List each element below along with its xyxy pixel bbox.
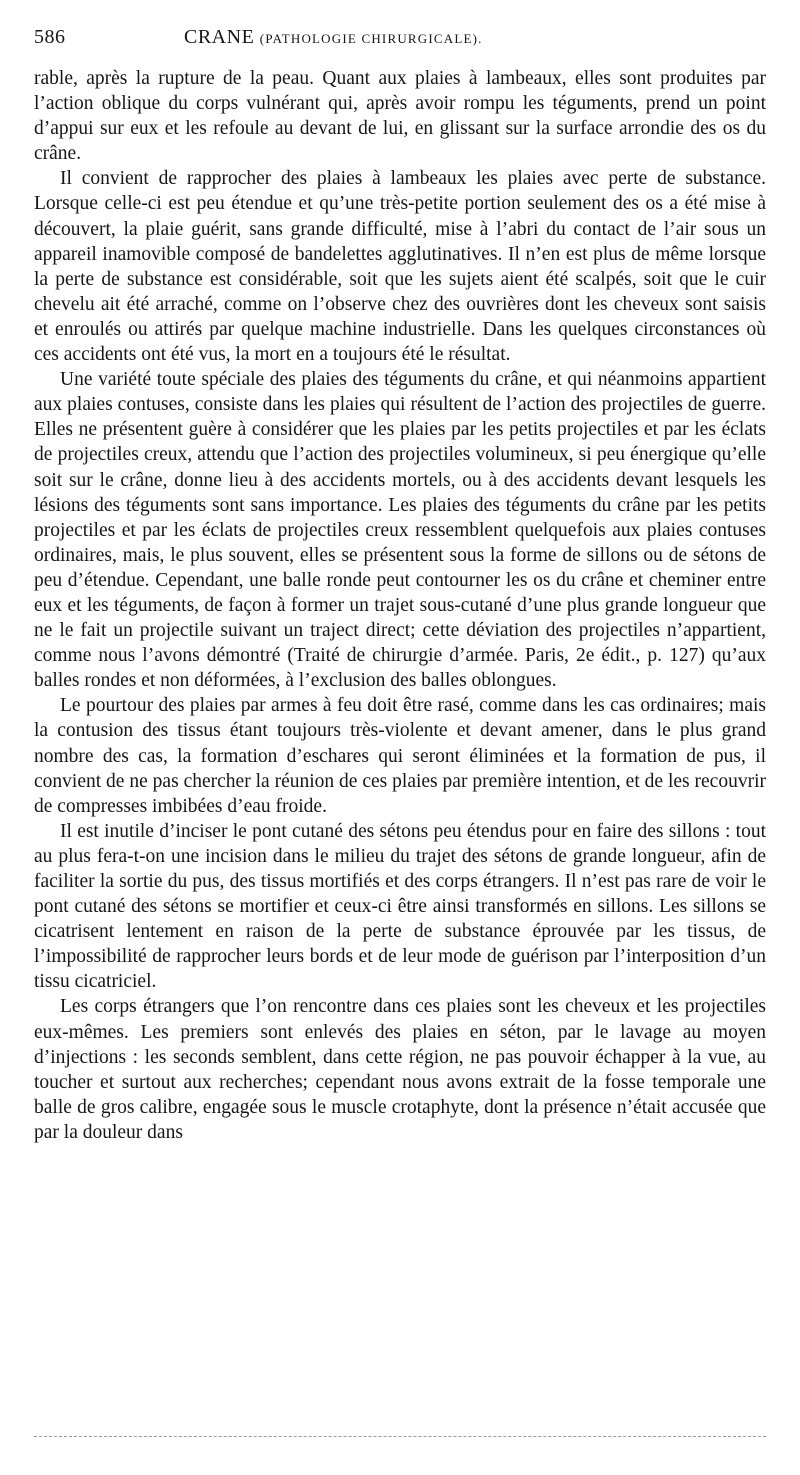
running-title-main: CRANE: [184, 26, 255, 48]
page-number: 586: [34, 26, 66, 48]
running-header: [34, 26, 766, 56]
running-title-sub: (PATHOLOGIE CHIRURGICALE).: [259, 31, 483, 46]
paragraph-6: Les corps étrangers que l’on rencontre dans ces plaies sont les cheveux et les projectiles eux-mêmes. Les premiers sont enlevés des plaies en séton, par le lavage au moyen d’injections : les seconds semblent, dans cette région, ne pas pouvoir échapper à la vue, au toucher et surtout aux recherches; cependant nous avons extrait de la fosse temporale une balle de gros calibre, engagée sous le muscle crotaphyte, dont la présence n’était accusée que par la douleur dans: [34, 996, 766, 1143]
paragraph-2: Il convient de rapprocher des plaies à lambeaux les plaies avec perte de substance. Lorsque celle-ci est peu étendue et qu’une très-petite portion seulement des os a été mise à découvert, la plaie guérit, sans grande difficulté, mise à l’abri du contact de l’air sous un appareil inamovible composé de bandelettes agglutinatives. Il n’en est plus de même lorsque la perte de substance est considérable, soit que les sujets aient été scalpés, soit que le cuir chevelu ait été arraché, comme on l’observe chez des ouvrières dont les cheveux sont saisis et enroulés ou attirés par quelque machine industrielle. Dans les quelques circonstances où ces accidents ont été vus, la mort en a toujours été le résultat.: [34, 168, 766, 366]
paragraph-5: Il est inutile d’inciser le pont cutané des sétons peu étendus pour en faire des sillons : tout au plus fera-t-on une incision dans le milieu du trajet des sétons de grande longueur, afin de faciliter la sortie du pus, des tissus mortifiés et des corps étrangers. Il n’est pas rare de voir le pont cutané des sétons se mortifier et ceux-ci être ainsi transformés en sillons. Les sillons se cicatrisent lentement en raison de la perte de substance éprouvée par les tissus, de l’impossibilité de rapprocher leurs bords et de leur mode de guérison par l’interposition d’un tissu cicatriciel.: [34, 820, 766, 993]
running-title: [184, 26, 483, 49]
page: [34, 26, 766, 1145]
bottom-dotted-rule: [34, 1436, 766, 1437]
paragraph-4: Le pourtour des plaies par armes à feu doit être rasé, comme dans les cas ordinaires; mais la contusion des tissus étant toujours très-violente et devant amener, dans le plus grand nombre des cas, la formation d’eschares qui seront éliminées et la formation de pus, il convient de ne pas chercher la réunion de ces plaies par première intention, et de les recouvrir de compresses imbibées d’eau froide.: [34, 695, 766, 817]
paragraph-3: Une variété toute spéciale des plaies des téguments du crâne, et qui néanmoins appartient aux plaies contuses, consiste dans les plaies qui résultent de l’action des projectiles de guerre. Elles ne présentent guère à considérer que les plaies par les petits projectiles et par les éclats de projectiles creux, attendu que l’action des projectiles volumineux, si peu énergique qu’elle soit sur le crâne, donne lieu à des accidents mortels, ou à des accidents devant lesquels les lésions des téguments sont sans importance. Les plaies des téguments du crâne par les petits projectiles et par les éclats de projectiles creux ressemblent quelquefois aux plaies contuses ordinaires, mais, le plus souvent, elles se présentent sous la forme de sillons ou de sétons de peu d’étendue. Cependant, une balle ronde peut contourner les os du crâne et cheminer entre eux et les téguments, de façon à former un trajet sous-cutané d’une plus grande longueur que ne le fait un projectile suivant un traject direct; cette déviation des projectiles n’appartient, comme nous l’avons démontré (Traité de chirurgie d’armée. Paris, 2e édit., p. 127) qu’aux balles rondes et non déformées, à l’exclusion des balles oblongues.: [34, 369, 766, 692]
body-text: [34, 66, 766, 1145]
paragraph-1: rable, après la rupture de la peau. Quant aux plaies à lambeaux, elles sont produites par l’action oblique du corps vulnérant qui, après avoir rompu les téguments, prend un point d’appui sur eux et les refoule au devant de lui, en glissant sur la surface arrondie des os du crâne.: [34, 68, 766, 165]
